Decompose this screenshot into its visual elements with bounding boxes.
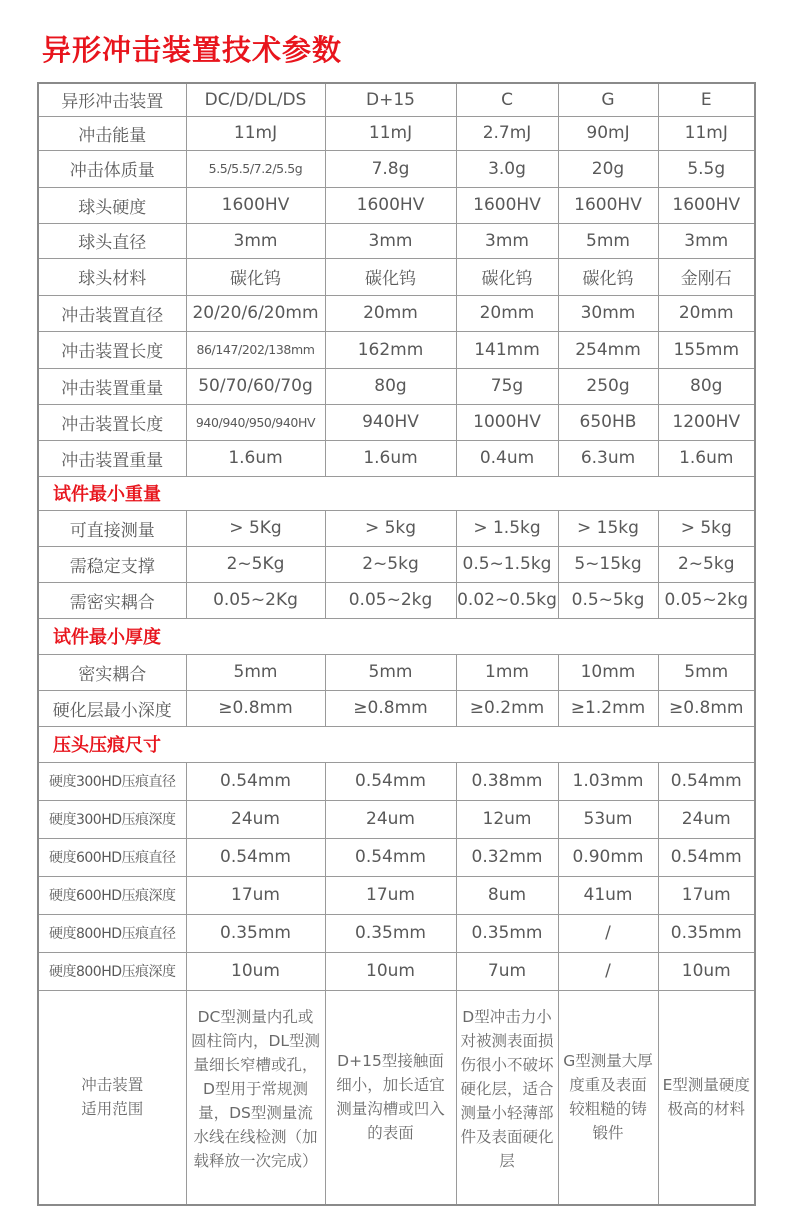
- cell-value: DC/D/DL/DS: [186, 83, 325, 116]
- cell-value: 11mJ: [658, 116, 755, 150]
- cell-value: 1.6um: [658, 440, 755, 476]
- cell-value: 0.54mm: [186, 762, 325, 800]
- section-row-weight: [38, 476, 755, 510]
- cell-value: 86/147/202/138mm: [186, 331, 325, 368]
- spec-row: [38, 116, 755, 150]
- cell-value: 20mm: [658, 295, 755, 331]
- row-label: 冲击体质量: [38, 150, 186, 187]
- cell-value: 75g: [456, 368, 558, 404]
- cell-value: ≥1.2mm: [558, 690, 658, 726]
- page-title: 异形冲击装置技术参数: [42, 33, 343, 67]
- cell-value: G: [558, 83, 658, 116]
- cell-value: 1200HV: [658, 404, 755, 440]
- row-label: 硬度300HD压痕深度: [38, 800, 186, 838]
- cell-value: /: [558, 952, 658, 990]
- cell-value: E: [658, 83, 755, 116]
- cell-value: 碳化钨: [325, 258, 456, 295]
- spec-table: [37, 82, 756, 1206]
- spec-row: [38, 258, 755, 295]
- cell-value: 20g: [558, 150, 658, 187]
- cell-value: 1600HV: [325, 187, 456, 223]
- cell-value: 7um: [456, 952, 558, 990]
- cell-value: 5mm: [558, 223, 658, 258]
- cell-value: 0.02~0.5kg: [456, 582, 558, 618]
- cell-value: 0.05~2Kg: [186, 582, 325, 618]
- cell-value: 0.54mm: [658, 838, 755, 876]
- header-row: [38, 83, 755, 116]
- cell-value: 24um: [325, 800, 456, 838]
- cell-value: 0.35mm: [186, 914, 325, 952]
- cell-value: 80g: [325, 368, 456, 404]
- cell-value: 3mm: [186, 223, 325, 258]
- row-label: 球头材料: [38, 258, 186, 295]
- cell-value: 155mm: [658, 331, 755, 368]
- row-label: 冲击装置长度: [38, 404, 186, 440]
- cell-value: 1600HV: [186, 187, 325, 223]
- cell-value: 5~15kg: [558, 546, 658, 582]
- cell-value: 3mm: [658, 223, 755, 258]
- cell-value: 90mJ: [558, 116, 658, 150]
- cell-value: 17um: [325, 876, 456, 914]
- indent-row: [38, 838, 755, 876]
- row-label: 冲击装置重量: [38, 440, 186, 476]
- indent-row: [38, 800, 755, 838]
- cell-value: 1600HV: [456, 187, 558, 223]
- cell-value: 6.3um: [558, 440, 658, 476]
- thickness-row: [38, 654, 755, 690]
- cell-value: D+15: [325, 83, 456, 116]
- cell-value: > 5Kg: [186, 510, 325, 546]
- spec-row: [38, 440, 755, 476]
- cell-value: 162mm: [325, 331, 456, 368]
- cell-value: ≥0.8mm: [186, 690, 325, 726]
- cell-value: 5.5g: [658, 150, 755, 187]
- cell-value: 940HV: [325, 404, 456, 440]
- cell-value: 20mm: [325, 295, 456, 331]
- cell-value: 8um: [456, 876, 558, 914]
- cell-value: 3mm: [456, 223, 558, 258]
- row-label: 硬度300HD压痕直径: [38, 762, 186, 800]
- cell-value: > 5kg: [325, 510, 456, 546]
- cell-value: 53um: [558, 800, 658, 838]
- cell-value: 141mm: [456, 331, 558, 368]
- indent-row: [38, 952, 755, 990]
- cell-value: 1.6um: [325, 440, 456, 476]
- row-label: 可直接测量: [38, 510, 186, 546]
- cell-value: 0.54mm: [325, 838, 456, 876]
- cell-value: 碳化钨: [558, 258, 658, 295]
- usage-label: 冲击装置 适用范围: [38, 990, 186, 1205]
- cell-value: 5mm: [325, 654, 456, 690]
- weight-row: [38, 510, 755, 546]
- row-label: 球头直径: [38, 223, 186, 258]
- cell-value: 0.5~1.5kg: [456, 546, 558, 582]
- cell-value: > 15kg: [558, 510, 658, 546]
- cell-value: /: [558, 914, 658, 952]
- cell-value: 金刚石: [658, 258, 755, 295]
- cell-value: > 1.5kg: [456, 510, 558, 546]
- spec-row: [38, 187, 755, 223]
- cell-value: 0.90mm: [558, 838, 658, 876]
- cell-value: 24um: [658, 800, 755, 838]
- row-label: 异形冲击装置: [38, 83, 186, 116]
- cell-value: 3.0g: [456, 150, 558, 187]
- cell-value: 80g: [658, 368, 755, 404]
- cell-value: 0.05~2kg: [325, 582, 456, 618]
- cell-value: 10mm: [558, 654, 658, 690]
- row-label: 硬度800HD压痕深度: [38, 952, 186, 990]
- cell-value: 1600HV: [658, 187, 755, 223]
- cell-value: 3mm: [325, 223, 456, 258]
- thickness-row: [38, 690, 755, 726]
- cell-value: 0.35mm: [658, 914, 755, 952]
- cell-value: 1000HV: [456, 404, 558, 440]
- cell-value: 41um: [558, 876, 658, 914]
- cell-value: 20/20/6/20mm: [186, 295, 325, 331]
- cell-value: 11mJ: [325, 116, 456, 150]
- weight-row: [38, 546, 755, 582]
- cell-value: 254mm: [558, 331, 658, 368]
- cell-value: 0.35mm: [325, 914, 456, 952]
- indent-row: [38, 876, 755, 914]
- indent-row: [38, 762, 755, 800]
- cell-value: ≥0.2mm: [456, 690, 558, 726]
- cell-value: 650HB: [558, 404, 658, 440]
- cell-value: 2.7mJ: [456, 116, 558, 150]
- usage-description: E型测量硬度极高的材料: [658, 990, 755, 1205]
- indent-row: [38, 914, 755, 952]
- cell-value: 2~5kg: [658, 546, 755, 582]
- cell-value: 1.6um: [186, 440, 325, 476]
- row-label: 密实耦合: [38, 654, 186, 690]
- cell-value: 50/70/60/70g: [186, 368, 325, 404]
- cell-value: 2~5kg: [325, 546, 456, 582]
- spec-row: [38, 404, 755, 440]
- row-label: 硬化层最小深度: [38, 690, 186, 726]
- cell-value: 0.54mm: [325, 762, 456, 800]
- cell-value: 7.8g: [325, 150, 456, 187]
- spec-row: [38, 150, 755, 187]
- cell-value: 0.32mm: [456, 838, 558, 876]
- row-label: 冲击装置重量: [38, 368, 186, 404]
- cell-value: 0.38mm: [456, 762, 558, 800]
- usage-description: D型冲击力小对被测表面损伤很小不破坏硬化层，适合测量小轻薄部件及表面硬化层: [456, 990, 558, 1205]
- cell-value: 0.4um: [456, 440, 558, 476]
- spec-row: [38, 295, 755, 331]
- section-row-indent: [38, 726, 755, 762]
- cell-value: 10um: [325, 952, 456, 990]
- cell-value: 2~5Kg: [186, 546, 325, 582]
- spec-row: [38, 368, 755, 404]
- section-title: 压头压痕尺寸: [38, 726, 755, 762]
- row-label: 硬度600HD压痕直径: [38, 838, 186, 876]
- cell-value: 250g: [558, 368, 658, 404]
- row-label: 冲击能量: [38, 116, 186, 150]
- cell-value: 10um: [658, 952, 755, 990]
- cell-value: C: [456, 83, 558, 116]
- spec-row: [38, 331, 755, 368]
- cell-value: 碳化钨: [456, 258, 558, 295]
- weight-row: [38, 582, 755, 618]
- row-label: 冲击装置长度: [38, 331, 186, 368]
- cell-value: 11mJ: [186, 116, 325, 150]
- cell-value: 1600HV: [558, 187, 658, 223]
- section-title: 试件最小厚度: [38, 618, 755, 654]
- cell-value: 0.54mm: [186, 838, 325, 876]
- cell-value: 24um: [186, 800, 325, 838]
- cell-value: 5mm: [658, 654, 755, 690]
- cell-value: 0.35mm: [456, 914, 558, 952]
- usage-description: DC型测量内孔或圆柱筒内，DL型测量细长窄槽或孔，D型用于常规测量，DS型测量流水线在线检测（加载释放一次完成）: [186, 990, 325, 1205]
- row-label: 需密实耦合: [38, 582, 186, 618]
- cell-value: 5.5/5.5/7.2/5.5g: [186, 150, 325, 187]
- cell-value: 5mm: [186, 654, 325, 690]
- spec-row: [38, 223, 755, 258]
- cell-value: 10um: [186, 952, 325, 990]
- cell-value: ≥0.8mm: [325, 690, 456, 726]
- row-label: 硬度600HD压痕深度: [38, 876, 186, 914]
- spec-table-body: [38, 83, 755, 1205]
- cell-value: 碳化钨: [186, 258, 325, 295]
- row-label: 冲击装置直径: [38, 295, 186, 331]
- section-row-thickness: [38, 618, 755, 654]
- cell-value: ≥0.8mm: [658, 690, 755, 726]
- cell-value: 0.54mm: [658, 762, 755, 800]
- cell-value: 20mm: [456, 295, 558, 331]
- section-title: 试件最小重量: [38, 476, 755, 510]
- usage-description: D+15型接触面细小，加长适宜测量沟槽或凹入的表面: [325, 990, 456, 1205]
- cell-value: 30mm: [558, 295, 658, 331]
- cell-value: > 5kg: [658, 510, 755, 546]
- row-label: 球头硬度: [38, 187, 186, 223]
- usage-description: G型测量大厚度重及表面较粗糙的铸锻件: [558, 990, 658, 1205]
- cell-value: 1.03mm: [558, 762, 658, 800]
- cell-value: 1mm: [456, 654, 558, 690]
- usage-row: [38, 990, 755, 1205]
- cell-value: 0.5~5kg: [558, 582, 658, 618]
- cell-value: 12um: [456, 800, 558, 838]
- row-label: 硬度800HD压痕直径: [38, 914, 186, 952]
- row-label: 需稳定支撑: [38, 546, 186, 582]
- cell-value: 940/940/950/940HV: [186, 404, 325, 440]
- cell-value: 0.05~2kg: [658, 582, 755, 618]
- cell-value: 17um: [186, 876, 325, 914]
- cell-value: 17um: [658, 876, 755, 914]
